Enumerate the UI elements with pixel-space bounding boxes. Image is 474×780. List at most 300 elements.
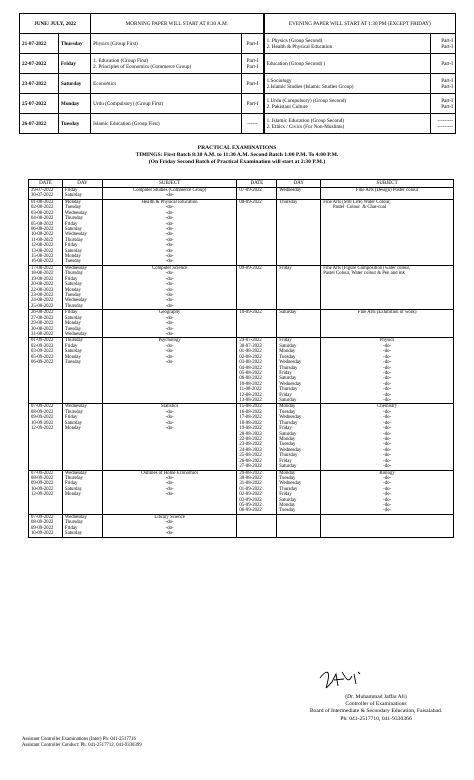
practical-date: 23-08-2022: [29, 293, 63, 298]
practical-subject: Pastel Colour & Char-coal: [321, 205, 454, 210]
practical-day: Friday: [62, 526, 102, 531]
theory-date: 26-07-2022: [20, 114, 59, 134]
practical-rows: [29, 188, 454, 538]
practical-day: Wednesday: [62, 404, 102, 410]
practical-day: Monday: [62, 288, 102, 293]
practical-date: 10-09-2022: [237, 310, 277, 316]
practical-subject: Fine Arts (Exhibition of work): [321, 310, 454, 316]
footer-contacts: [22, 737, 142, 750]
practical-day: Monday: [277, 437, 321, 442]
practical-date: 24-08-2022: [237, 448, 277, 453]
theory-row: [20, 94, 456, 114]
practical-date: 08-09-2022: [29, 520, 63, 525]
practical-date: 06-09-2022: [29, 360, 63, 365]
practical-day: Thursday: [277, 453, 321, 458]
practical-day: Friday: [62, 415, 102, 420]
practical-subject: Computer Science: [102, 265, 237, 271]
practical-day: Wednesday: [62, 211, 102, 216]
practical-subject: Biology: [321, 470, 454, 476]
practical-subject: -do-: [102, 205, 237, 210]
practical-day: Wednesday: [62, 514, 102, 520]
practical-date: 02-08-2022: [29, 205, 63, 210]
practical-date: 03-08-2022: [29, 211, 63, 216]
practical-subject: -do-: [102, 344, 237, 349]
practical-day: Wednesday: [277, 415, 321, 420]
practical-day: Saturday: [62, 531, 102, 537]
practical-date: 29-07-2022: [29, 188, 63, 194]
practical-subject: -do-: [102, 531, 237, 537]
practical-date: 01-09-2022: [29, 338, 63, 344]
practical-subject: -do-: [321, 481, 454, 486]
practical-date: 22-08-2022: [237, 437, 277, 442]
practical-subject: -do-: [102, 327, 237, 332]
practical-date: 24-08-2022: [29, 298, 63, 303]
morning-part: Part-I: [242, 34, 263, 54]
theory-datesheet-table: [19, 13, 456, 134]
practical-date: 10-09-2022: [29, 487, 63, 492]
practical-day: Saturday: [62, 249, 102, 254]
practical-date: 05-08-2022: [29, 222, 63, 227]
practical-date: 03-09-2022: [29, 349, 63, 354]
evening-part: Part-I Part-I: [431, 94, 456, 114]
practical-subject: -do-: [321, 366, 454, 371]
practical-subject: -do-: [102, 332, 237, 338]
practical-date: 04-08-2022: [29, 216, 63, 221]
practical-day: Thursday: [277, 199, 321, 205]
practical-subject: -do-: [102, 243, 237, 248]
theory-date: 21-07-2022: [20, 34, 59, 54]
practical-subject: Fine Arts (Still Life) Water Colour,: [321, 199, 454, 205]
morning-subject: Physics (Group First): [91, 34, 242, 54]
practical-subject: Chemistry: [321, 404, 454, 410]
practical-subject: -do-: [102, 426, 237, 431]
practical-day: Saturday: [277, 376, 321, 381]
practical-day: Tuesday: [277, 476, 321, 481]
practical-date: 15-08-2022: [237, 404, 277, 410]
practical-subject: -do-: [321, 453, 454, 458]
practical-date: 07-09-2022: [237, 188, 277, 194]
practical-day: Friday: [277, 371, 321, 376]
practical-day: Thursday: [62, 304, 102, 310]
practical-date: 27-08-2022: [237, 464, 277, 470]
practical-date: 10-09-2022: [29, 421, 63, 426]
practical-date: 15-08-2022: [29, 254, 63, 259]
theory-day: Thursday: [58, 34, 90, 54]
practical-subject: -do-: [321, 508, 454, 514]
evening-subject: 1. Physics (Group Second) 2. Health & Physical Education: [264, 34, 431, 54]
practical-day: Saturday: [62, 193, 102, 199]
practical-day: Monday: [62, 254, 102, 259]
practical-subject: -do-: [321, 415, 454, 420]
practical-date: 26-08-2022: [237, 459, 277, 464]
evening-part: Part-I Part-I: [431, 74, 456, 94]
theory-row: [20, 34, 456, 54]
practical-subject: -do-: [102, 349, 237, 354]
practical-day: Friday: [62, 310, 102, 316]
practical-day: Thursday: [277, 387, 321, 392]
practical-date: 01-09-2022: [237, 487, 277, 492]
practical-subject: -do-: [102, 271, 237, 276]
practical-date: 06-09-2022: [237, 508, 277, 514]
practical-date: 03-08-2022: [237, 360, 277, 365]
practical-subject: -do-: [321, 432, 454, 437]
practical-date: 22-08-2022: [29, 288, 63, 293]
practical-subject: -do-: [321, 344, 454, 349]
practical-date: 06-08-2022: [29, 227, 63, 232]
practical-date: 12-09-2022: [29, 426, 63, 431]
practical-subject: -do-: [102, 211, 237, 216]
practical-subject: Geography: [102, 310, 237, 316]
morning-part: Part-I: [242, 74, 263, 94]
footer-line-2: Assistant Controller Conduct: Ph: 041-2517712, 041-9330399: [22, 743, 142, 749]
practical-day: Thursday: [277, 487, 321, 492]
theory-date: 22-07-2022: [20, 54, 59, 74]
practical-date: 23-08-2022: [237, 442, 277, 447]
morning-subject: 1. Education (Group First) 2. Principles of Economics (Commerce Group): [91, 54, 242, 74]
practical-day: Wednesday: [62, 298, 102, 303]
practical-subject: -do-: [102, 316, 237, 321]
practical-subject: -do-: [102, 487, 237, 492]
practical-day: Saturday: [62, 282, 102, 287]
practical-subject: -do-: [102, 222, 237, 227]
practical-subject: -do-: [102, 288, 237, 293]
practical-subject: Pastel Colour, Water colour & Pen and ink: [321, 271, 454, 276]
practical-date: 04-08-2022: [237, 366, 277, 371]
practical-day: Friday: [62, 277, 102, 282]
practical-subject: -do-: [102, 227, 237, 232]
practical-timings: TIMINGS: First Batch 8:30 A.M. to 11:30 A.M. Second Batch 1:00 P.M. To 4:00 P.M.: [135, 152, 339, 158]
practical-day: Tuesday: [277, 355, 321, 360]
practical-day: Friday: [277, 338, 321, 344]
practical-day: Monday: [277, 404, 321, 410]
practical-subject: -do-: [102, 481, 237, 486]
practical-day: [277, 531, 321, 537]
practical-date: 30-08-2022: [237, 476, 277, 481]
practical-subject: -do-: [321, 437, 454, 442]
practical-subject: Fine Arts (Figure Composition) water colour,: [321, 265, 454, 271]
practical-subject: -do-: [102, 216, 237, 221]
practical-day: Wednesday: [277, 481, 321, 486]
practical-subject: -do-: [102, 520, 237, 525]
morning-part: Part-I Part-I: [242, 54, 263, 74]
practical-day: Saturday: [62, 227, 102, 232]
practical-subject: -do-: [102, 254, 237, 259]
practical-subject: -do-: [102, 421, 237, 426]
practical-day: Friday: [62, 222, 102, 227]
practical-subject: Outlines of Home Economics: [102, 470, 237, 476]
practical-day: Tuesday: [62, 360, 102, 365]
practical-day: Thursday: [62, 271, 102, 276]
practical-date: 17-08-2022: [237, 415, 277, 420]
practical-date: 18-08-2022: [29, 271, 63, 276]
practical-date: 02-08-2022: [237, 355, 277, 360]
practical-date: 19-08-2022: [29, 277, 63, 282]
practical-day: Tuesday: [277, 442, 321, 447]
practical-day: Wednesday: [277, 382, 321, 387]
practical-subject: Statistics: [102, 404, 237, 410]
practical-row: [29, 531, 454, 537]
practical-day: Thursday: [62, 476, 102, 481]
practical-subject: -do-: [102, 293, 237, 298]
theory-row: [20, 74, 456, 94]
practical-date: 11-08-2022: [237, 387, 277, 392]
practical-day: Friday: [277, 459, 321, 464]
practical-date: 29-08-2022: [237, 470, 277, 476]
practical-date: 03-09-2022: [237, 498, 277, 503]
col-subject-left: SUBJECT: [102, 180, 237, 188]
practical-date: 07-09-2022: [29, 404, 63, 410]
practical-date: 16-08-2022: [237, 410, 277, 415]
practical-day: Friday: [277, 426, 321, 431]
practical-schedule-table: [28, 179, 454, 538]
practical-subject: -do-: [102, 492, 237, 497]
practical-subject: -do-: [102, 282, 237, 287]
practical-date: 26-08-2022: [29, 310, 63, 316]
practical-date: 08-09-2022: [29, 410, 63, 415]
practical-day: Wednesday: [62, 232, 102, 237]
practical-date: 31-08-2022: [237, 481, 277, 486]
practical-day: Saturday: [277, 498, 321, 503]
theory-date: 25-07-2022: [20, 94, 59, 114]
practical-date: 29-07-2022: [237, 338, 277, 344]
practical-subject: -do-: [321, 387, 454, 392]
practical-subject: [321, 531, 454, 537]
practical-title: PRACTICAL EXAMINATIONS: [197, 145, 277, 151]
practical-subject: Computer Studies (Commerce Group): [102, 188, 237, 194]
practical-subject: -do-: [102, 355, 237, 360]
col-day-right: DAY: [277, 180, 321, 188]
practical-subject: -do-: [321, 382, 454, 387]
practical-date: 19-08-2022: [237, 426, 277, 431]
evening-subject: 1.Sociology 2.Islamic Studies (Islamic Studies Group): [264, 74, 431, 94]
practical-subject: Fine Arts (Design) Poster colour: [321, 188, 454, 194]
practical-subject: -do-: [321, 487, 454, 492]
evening-part: Part-I Part-I: [431, 34, 456, 54]
practical-date: 31-08-2022: [29, 332, 63, 338]
practical-day: Saturday: [277, 432, 321, 437]
practical-day: Thursday: [62, 238, 102, 243]
practical-day: Thursday: [62, 410, 102, 415]
signatory-title: Controller of Examinations: [345, 701, 407, 708]
theory-header-row: [20, 14, 456, 34]
practical-day: Saturday: [277, 464, 321, 470]
practical-date: 05-09-2022: [237, 503, 277, 508]
practical-date: 25-08-2022: [29, 304, 63, 310]
practical-day: Saturday: [62, 487, 102, 492]
col-subject-right: SUBJECT: [321, 180, 454, 188]
practical-day: Friday: [62, 188, 102, 194]
theory-day: Saturday: [58, 74, 90, 94]
practical-subject: -do-: [102, 410, 237, 415]
practical-subject: -do-: [102, 298, 237, 303]
practical-day: Monday: [62, 355, 102, 360]
morning-subject: Islamic Education (Group First): [91, 114, 242, 134]
practical-date: 01-08-2022: [237, 349, 277, 354]
practical-day: Friday: [277, 393, 321, 398]
practical-date: [237, 531, 277, 537]
evening-heading: EVENING PAPER WILL START AT 1:30 PM (EXCEPT FRIDAY): [264, 14, 455, 34]
evening-part: Part-I: [431, 54, 456, 74]
practical-date: 02-09-2022: [237, 492, 277, 497]
theory-day: Tuesday: [58, 114, 90, 134]
morning-heading: MORNING PAPER WILL START AT 8:30 A.M.: [91, 14, 263, 34]
morning-part: ------: [242, 114, 263, 134]
practical-day: Tuesday: [62, 205, 102, 210]
practical-subject: -do-: [321, 503, 454, 508]
practical-day: Saturday: [62, 316, 102, 321]
practical-subject: -do-: [321, 476, 454, 481]
practical-subject: -do-: [321, 421, 454, 426]
practical-date: 13-08-2022: [29, 249, 63, 254]
practical-day: Saturday: [277, 398, 321, 404]
practical-subject: -do-: [321, 360, 454, 365]
practical-subject: -do-: [102, 304, 237, 310]
practical-day: Friday: [277, 265, 321, 271]
practical-subject: -do-: [102, 238, 237, 243]
practical-header-row: [29, 180, 454, 188]
practical-day: Wednesday: [62, 265, 102, 271]
practical-date: 01-08-2022: [29, 199, 63, 205]
theory-date: 23-07-2022: [20, 74, 59, 94]
practical-day: Tuesday: [277, 508, 321, 514]
practical-subject: -do-: [321, 371, 454, 376]
practical-subject: -do-: [321, 426, 454, 431]
practical-subject: -do-: [321, 459, 454, 464]
practical-date: 27-08-2022: [29, 316, 63, 321]
practical-date: 12-09-2022: [29, 492, 63, 497]
practical-subject: -do-: [102, 259, 237, 265]
practical-date: 16-08-2022: [29, 259, 63, 265]
practical-date: 25-08-2022: [237, 453, 277, 458]
morning-subject: Economics: [91, 74, 242, 94]
practical-day: Monday: [62, 199, 102, 205]
practical-date: 12-08-2022: [29, 243, 63, 248]
practical-subject: -do-: [102, 249, 237, 254]
practical-day: Tuesday: [277, 410, 321, 415]
practical-date: 30-08-2022: [29, 327, 63, 332]
practical-subject: Physics: [321, 338, 454, 344]
practical-date: 13-08-2022: [237, 398, 277, 404]
theory-rows: [20, 34, 456, 134]
practical-subject: -do-: [102, 232, 237, 237]
practical-subject: -do-: [321, 498, 454, 503]
practical-date: 18-08-2022: [237, 421, 277, 426]
footer-line-1: Assistant Controller Examinations (Inter) Ph: 041-2517716: [22, 737, 136, 742]
practical-day: Wednesday: [62, 470, 102, 476]
practical-subject: Psychology: [102, 338, 237, 344]
theory-day: Friday: [58, 54, 90, 74]
practical-day: Saturday: [62, 421, 102, 426]
practical-date: 08-09-2022: [29, 476, 63, 481]
evening-subject: Education (Group Second) ): [264, 54, 431, 74]
practical-subject: -do-: [321, 492, 454, 497]
session-heading: JUNE/ JULY, 2022: [20, 14, 91, 34]
practical-day: Friday: [277, 492, 321, 497]
practical-day: Wednesday: [277, 188, 321, 194]
practical-date: 06-08-2022: [237, 376, 277, 381]
practical-subject: -do-: [102, 526, 237, 531]
practical-date: 09-09-2022: [29, 526, 63, 531]
practical-subject: -do-: [321, 393, 454, 398]
practical-subject: -do-: [102, 415, 237, 420]
practical-subject: -do-: [321, 398, 454, 404]
practical-subject: -do-: [321, 448, 454, 453]
practical-day: Monday: [62, 426, 102, 431]
practical-date: 02-09-2022: [29, 344, 63, 349]
practical-date: 10-08-2022: [29, 232, 63, 237]
practical-date: 17-08-2022: [29, 265, 63, 271]
practical-date: 05-09-2022: [29, 355, 63, 360]
practical-day: Monday: [62, 492, 102, 497]
practical-subject: -do-: [321, 349, 454, 354]
practical-subject: -do-: [321, 355, 454, 360]
practical-date: 08-09-2022: [237, 199, 277, 205]
practical-date: 30-07-2022: [29, 193, 63, 199]
practical-date: 09-09-2022: [29, 415, 63, 420]
practical-day: Monday: [277, 503, 321, 508]
practical-friday-note: (On Friday Second Batch of Practical Examination will start at 2:30 P.M.): [148, 159, 326, 165]
practical-day: Friday: [62, 243, 102, 248]
practical-date: 10-08-2022: [237, 382, 277, 387]
col-date-left: DATE: [29, 180, 63, 188]
practical-date: 05-08-2022: [237, 371, 277, 376]
signature-scribble: [318, 668, 364, 692]
theory-day: Monday: [58, 94, 90, 114]
signature-block: [286, 694, 466, 723]
evening-subject: 1. Islamic Education (Group Second) 2. Ethics / Civics (For Non-Muslims): [264, 114, 431, 134]
practical-date: 30-07-2022: [237, 344, 277, 349]
practical-day: Tuesday: [62, 327, 102, 332]
practical-subject: -do-: [102, 193, 237, 199]
signatory-phone: Ph: 041-2517710, 041-9330366: [340, 715, 412, 722]
signatory-name: (Dr. Muhammad Jaffar Ali): [345, 694, 407, 700]
practical-day: Thursday: [62, 338, 102, 344]
col-day-left: DAY: [62, 180, 102, 188]
practical-subject: Health & Physical Education: [102, 199, 237, 205]
practical-subject: -do-: [321, 442, 454, 447]
practical-subject: -do-: [102, 277, 237, 282]
practical-day: Friday: [62, 344, 102, 349]
practical-day: Wednesday: [277, 360, 321, 365]
practical-date: 12-08-2022: [237, 393, 277, 398]
practical-date: 10-09-2022: [29, 531, 63, 537]
practical-date: 07-09-2022: [29, 470, 63, 476]
practical-day: Thursday: [277, 421, 321, 426]
practical-date: 29-08-2022: [29, 321, 63, 326]
practical-date: 09-09-2022: [29, 481, 63, 486]
practical-date: 09-09-2022: [237, 265, 277, 271]
practical-day: Saturday: [277, 310, 321, 316]
practical-day: Monday: [62, 321, 102, 326]
theory-row: [20, 54, 456, 74]
evening-subject: 1.Urdu (Compulsory) (Group Second) 2. Pakistani Culture: [264, 94, 431, 114]
practical-date: 20-08-2022: [237, 432, 277, 437]
practical-day: Thursday: [62, 520, 102, 525]
practical-subject: -do-: [102, 476, 237, 481]
morning-subject: Urdu (Compulsory) (Group First): [91, 94, 242, 114]
practical-date: 20-08-2022: [29, 282, 63, 287]
practical-day: Monday: [277, 470, 321, 476]
practical-day: Monday: [277, 349, 321, 354]
practical-subject: Library Science: [102, 514, 237, 520]
practical-subject: -do-: [321, 410, 454, 415]
practical-subject: -do-: [102, 360, 237, 365]
col-date-right: DATE: [237, 180, 277, 188]
practical-day: Thursday: [277, 366, 321, 371]
practical-day: Thursday: [62, 216, 102, 221]
practical-day: Tuesday: [62, 293, 102, 298]
evening-part: --------- ---------: [431, 114, 456, 134]
